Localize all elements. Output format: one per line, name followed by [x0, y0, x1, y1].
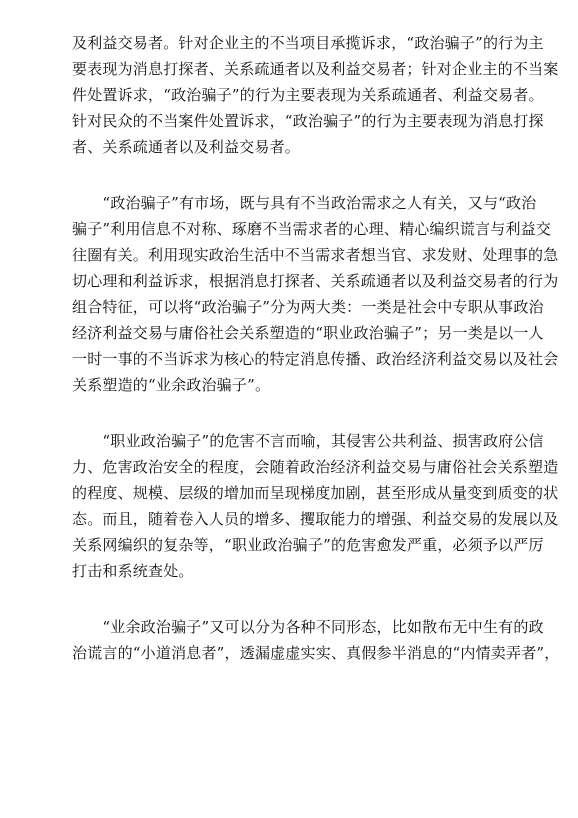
- text-line: “政治骗子”有市场，既与具有不当政治需求之人有关，又与“政治: [72, 194, 537, 212]
- paragraph-2: [72, 190, 559, 398]
- text-line: “业余政治骗子”又可以分为各种不同形态，比如散布无中生有的政: [72, 618, 544, 636]
- text-line: 及利益交易者。针对企业主的不当项目承揽诉求，“政治骗子”的行为主: [72, 34, 544, 52]
- text-line: “职业政治骗子”的危害不言而喻，其侵害公共利益、损害政府公信: [72, 432, 544, 450]
- paragraph-4: [72, 614, 560, 666]
- text-line: 切心理和利益诉求，根据消息打探者、关系疏通者以及利益交易者的行为: [72, 272, 559, 290]
- paragraph-1: [72, 30, 559, 160]
- paragraph-gap: [72, 584, 524, 614]
- text-line: 力、危害政治安全的程度，会随着政治经济利益交易与庸俗社会关系塑造: [72, 458, 559, 476]
- paragraph-3: [72, 428, 559, 584]
- text-line: 往圈有关。利用现实政治生活中不当需求者想当官、求发财、处理事的急: [72, 246, 559, 264]
- text-line: 者、关系疏通者以及利益交易者。: [72, 138, 301, 156]
- text-line: 态。而且，随着卷入人员的增多、攫取能力的增强、利益交易的发展以及: [72, 510, 559, 528]
- text-line: 治谎言的“小道消息者”，透漏虚虚实实、真假参半消息的“内情卖弄者”，: [72, 644, 560, 662]
- text-line: 的程度、规模、层级的增加而呈现梯度加剧，甚至形成从量变到质变的状: [72, 484, 559, 502]
- document-page: [72, 30, 560, 666]
- text-line: 经济利益交易与庸俗社会关系塑造的“职业政治骗子”；另一类是以一人: [72, 324, 544, 342]
- paragraph-gap: [72, 398, 524, 428]
- text-line: 要表现为消息打探者、关系疏通者以及利益交易者；针对企业主的不当案: [72, 60, 559, 78]
- text-line: 组合特征，可以将“政治骗子”分为两大类：一类是社会中专职从事政治: [72, 298, 544, 316]
- paragraph-gap: [72, 160, 524, 190]
- text-line: 件处置诉求，“政治骗子”的行为主要表现为关系疏通者、利益交易者。: [72, 86, 544, 104]
- text-line: 针对民众的不当案件处置诉求，“政治骗子”的行为主要表现为消息打探: [72, 112, 544, 130]
- text-line: 关系网编织的复杂等，“职业政治骗子”的危害愈发严重，必须予以严厉: [72, 536, 544, 554]
- text-line: 关系塑造的“业余政治骗子”。: [72, 376, 271, 394]
- text-line: 打击和系统查处。: [72, 562, 194, 580]
- text-line: 骗子”利用信息不对称、琢磨不当需求者的心理、精心编织谎言与利益交: [72, 220, 552, 238]
- text-line: 一时一事的不当诉求为核心的特定消息传播、政治经济利益交易以及社会: [72, 350, 559, 368]
